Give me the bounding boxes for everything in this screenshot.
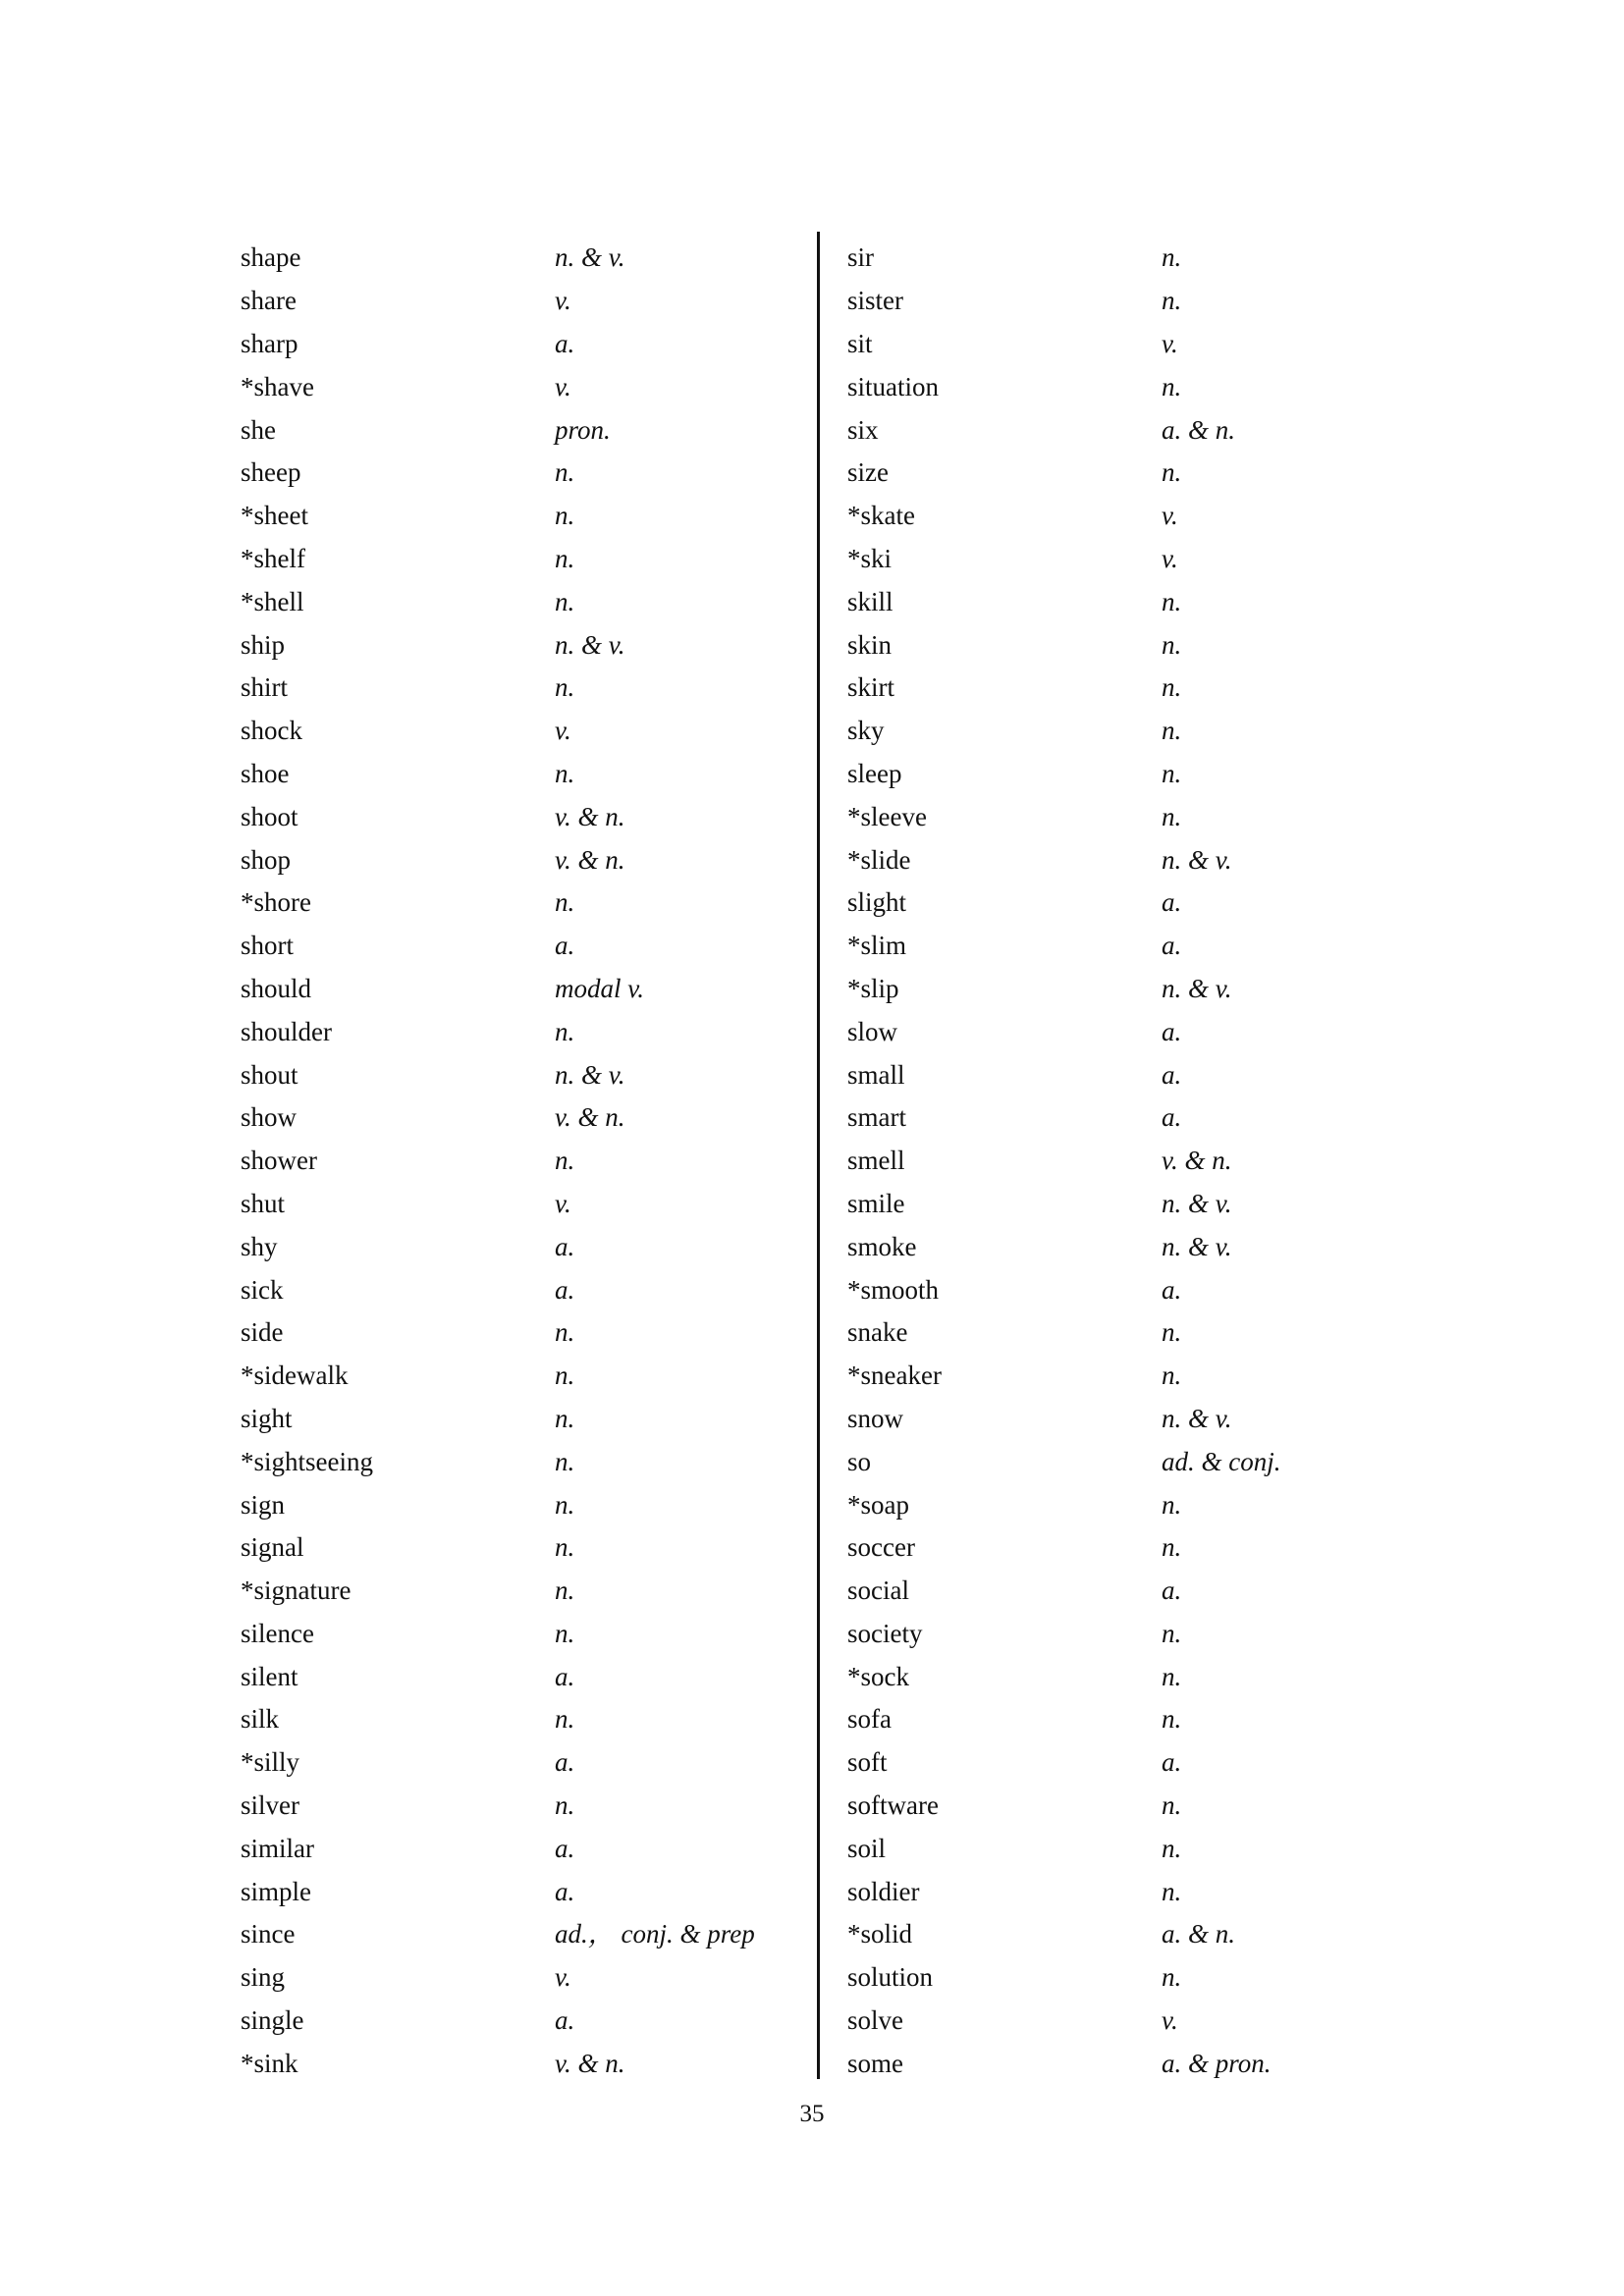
vocab-entry [241, 710, 790, 753]
vocab-word: sick [241, 1274, 284, 1305]
vocab-entry [847, 408, 1397, 452]
vocab-word: shut [241, 1188, 286, 1218]
vocab-word: single [241, 2005, 304, 2036]
vocab-entry [241, 667, 790, 710]
vocab-entry [847, 838, 1397, 881]
vocab-entry [847, 881, 1397, 925]
vocab-word: should [241, 973, 312, 1003]
vocab-word: *shell [241, 586, 304, 616]
vocab-word: since [241, 1919, 296, 1949]
vocab-entry [241, 838, 790, 881]
vocab-entry [847, 1827, 1397, 1870]
vocab-entry [241, 1827, 790, 1870]
vocab-word: ship [241, 629, 286, 660]
vocab-word: skirt [847, 672, 895, 703]
part-of-speech: v. [555, 1188, 571, 1218]
vocab-word: soil [847, 1833, 887, 1863]
vocab-word: *sidewalk [241, 1361, 349, 1391]
part-of-speech: a. [1162, 1016, 1182, 1046]
vocab-word: sir [847, 242, 874, 273]
part-of-speech: a. [555, 1661, 575, 1691]
vocab-word: slow [847, 1016, 898, 1046]
vocab-word: shower [241, 1146, 317, 1176]
vocab-word: *sock [847, 1661, 909, 1691]
part-of-speech: n. & v. [555, 242, 625, 273]
part-of-speech: v. & n. [555, 801, 625, 831]
vocab-word: software [847, 1790, 939, 1821]
vocab-entry [241, 452, 790, 495]
vocab-word: six [847, 414, 879, 445]
part-of-speech: a. [1162, 1575, 1182, 1606]
vocab-word: sky [847, 716, 885, 746]
part-of-speech: a. [1162, 1747, 1182, 1778]
vocab-word: similar [241, 1833, 314, 1863]
vocab-word: sight [241, 1403, 293, 1433]
vocab-entry [241, 925, 790, 968]
part-of-speech: n. [1162, 1661, 1182, 1691]
part-of-speech: n. [1162, 1361, 1182, 1391]
vocab-word: *slip [847, 973, 899, 1003]
vocab-entry [241, 1268, 790, 1311]
part-of-speech: n. [555, 758, 575, 788]
part-of-speech: a. & pron. [1162, 2048, 1272, 2078]
part-of-speech: a. [555, 1747, 575, 1778]
vocab-entry [847, 968, 1397, 1011]
vocab-entry [241, 495, 790, 538]
part-of-speech: n. & v. [1162, 1188, 1232, 1218]
vocab-entry [847, 538, 1397, 581]
right-column [847, 237, 1397, 2085]
vocab-entry [241, 1311, 790, 1355]
vocab-word: silence [241, 1618, 314, 1648]
part-of-speech: a. [555, 931, 575, 961]
vocab-entry [241, 1613, 790, 1656]
vocab-entry [241, 795, 790, 838]
vocab-entry [241, 1785, 790, 1828]
vocab-word: shop [241, 844, 292, 875]
vocab-word: slight [847, 887, 907, 918]
vocab-entry [847, 365, 1397, 408]
vocab-word: *sheet [241, 501, 308, 531]
vocab-entry [847, 1225, 1397, 1268]
part-of-speech: n. [555, 1489, 575, 1520]
part-of-speech: n. [555, 1146, 575, 1176]
vocab-word: small [847, 1059, 905, 1090]
part-of-speech: a. [1162, 931, 1182, 961]
part-of-speech: n. [1162, 1618, 1182, 1648]
vocab-entry [241, 2000, 790, 2043]
vocab-entry [847, 1440, 1397, 1483]
vocab-word: *skate [847, 501, 915, 531]
vocab-word: some [847, 2048, 903, 2078]
part-of-speech: a. [555, 328, 575, 358]
part-of-speech: a. [555, 1876, 575, 1906]
vocab-entry [847, 710, 1397, 753]
vocab-word: signal [241, 1532, 304, 1563]
part-of-speech: a. [555, 1833, 575, 1863]
part-of-speech: a. & n. [1162, 1919, 1236, 1949]
vocab-word: side [241, 1317, 284, 1348]
vocab-entry [241, 881, 790, 925]
vocab-entry [847, 753, 1397, 796]
part-of-speech: n. [1162, 371, 1182, 401]
vocab-entry [847, 1741, 1397, 1785]
vocab-entry [847, 925, 1397, 968]
vocab-entry [241, 1140, 790, 1183]
part-of-speech: n. [1162, 758, 1182, 788]
vocab-word: smart [847, 1102, 906, 1133]
vocab-word: shoot [241, 801, 298, 831]
vocab-word: *sneaker [847, 1361, 942, 1391]
vocab-word: smell [847, 1146, 905, 1176]
part-of-speech: v. [1162, 543, 1178, 573]
vocab-entry [241, 1741, 790, 1785]
part-of-speech: n. & v. [1162, 1403, 1232, 1433]
part-of-speech: n. [1162, 1790, 1182, 1821]
vocab-entry [241, 1956, 790, 2000]
part-of-speech: n. [1162, 672, 1182, 703]
vocab-entry [847, 1140, 1397, 1183]
vocab-word: situation [847, 371, 939, 401]
page-number: 35 [799, 2101, 825, 2127]
part-of-speech: n. [1162, 1532, 1182, 1563]
part-of-speech: n. [555, 1575, 575, 1606]
vocab-word: skin [847, 629, 893, 660]
vocab-entry [241, 237, 790, 280]
vocab-word: snow [847, 1403, 904, 1433]
vocab-entry [241, 1570, 790, 1613]
part-of-speech: n. [555, 1618, 575, 1648]
part-of-speech: n. [555, 1016, 575, 1046]
vocab-word: *slide [847, 844, 911, 875]
vocab-entry [847, 1355, 1397, 1398]
part-of-speech: pron. [555, 414, 611, 445]
vocab-entry [241, 1096, 790, 1140]
part-of-speech: a. [1162, 887, 1182, 918]
part-of-speech: n. [555, 543, 575, 573]
vocab-entry [241, 538, 790, 581]
vocab-word: society [847, 1618, 923, 1648]
part-of-speech: v. & n. [555, 1102, 625, 1133]
vocab-entry [847, 1053, 1397, 1096]
part-of-speech: n. [555, 1790, 575, 1821]
vocab-entry [241, 1355, 790, 1398]
part-of-speech: n. [555, 586, 575, 616]
part-of-speech: v. [1162, 501, 1178, 531]
vocab-entry [847, 495, 1397, 538]
vocab-word: soldier [847, 1876, 920, 1906]
vocab-entry [241, 1526, 790, 1570]
vocab-entry [847, 1913, 1397, 1956]
vocab-entry [241, 280, 790, 323]
vocab-word: snake [847, 1317, 908, 1348]
vocab-entry [241, 365, 790, 408]
part-of-speech: n. [1162, 286, 1182, 316]
vocab-word: *shore [241, 887, 311, 918]
part-of-speech: v. & n. [555, 2048, 625, 2078]
vocab-word: sofa [847, 1704, 892, 1735]
vocab-word: soccer [847, 1532, 915, 1563]
part-of-speech: n. [555, 501, 575, 531]
vocab-word: sheep [241, 457, 301, 488]
vocab-word: so [847, 1446, 872, 1476]
vocab-word: *shelf [241, 543, 305, 573]
vocab-entry [847, 1311, 1397, 1355]
part-of-speech: v. [555, 371, 571, 401]
vocab-entry [241, 1698, 790, 1741]
vocab-word: *slim [847, 931, 907, 961]
part-of-speech: v. & n. [1162, 1146, 1232, 1176]
vocab-word: she [241, 414, 276, 445]
vocab-entry [847, 1570, 1397, 1613]
vocab-word: soft [847, 1747, 888, 1778]
vocab-entry [241, 623, 790, 667]
vocab-entry [847, 1268, 1397, 1311]
part-of-speech: n. [555, 1532, 575, 1563]
part-of-speech: n. [1162, 1833, 1182, 1863]
vocab-word: sign [241, 1489, 286, 1520]
part-of-speech: n. [555, 672, 575, 703]
vocab-word: silver [241, 1790, 299, 1821]
vocab-entry [241, 1183, 790, 1226]
part-of-speech: n. [1162, 1704, 1182, 1735]
part-of-speech: n. [1162, 1962, 1182, 1993]
vocab-entry [847, 1526, 1397, 1570]
vocab-word: shy [241, 1231, 278, 1261]
vocab-word: smile [847, 1188, 905, 1218]
vocab-word: *smooth [847, 1274, 940, 1305]
vocab-entry [847, 1698, 1397, 1741]
vocab-word: size [847, 457, 889, 488]
vocab-entry [847, 1398, 1397, 1441]
vocab-entry [847, 323, 1397, 366]
vocab-entry [847, 1010, 1397, 1053]
vocab-word: shout [241, 1059, 298, 1090]
vocab-word: silk [241, 1704, 280, 1735]
vocab-entry [847, 795, 1397, 838]
vocab-word: *silly [241, 1747, 300, 1778]
part-of-speech: n. [1162, 716, 1182, 746]
vocab-entry [847, 280, 1397, 323]
vocab-entry [241, 1870, 790, 1913]
vocab-entry [241, 1913, 790, 1956]
vocab-word: *sink [241, 2048, 298, 2078]
part-of-speech: n. [1162, 629, 1182, 660]
vocab-word: show [241, 1102, 298, 1133]
part-of-speech: n. & v. [1162, 844, 1232, 875]
part-of-speech: a. [555, 1274, 575, 1305]
part-of-speech: a. [1162, 1059, 1182, 1090]
vocab-word: short [241, 931, 294, 961]
vocab-entry [241, 1655, 790, 1698]
part-of-speech: n. [555, 1317, 575, 1348]
vocab-entry [241, 753, 790, 796]
vocab-word: *ski [847, 543, 893, 573]
part-of-speech: v. [555, 1962, 571, 1993]
part-of-speech: modal v. [555, 973, 644, 1003]
vocab-entry [241, 1010, 790, 1053]
vocab-word: sleep [847, 758, 902, 788]
vocab-entry [847, 1956, 1397, 2000]
vocab-entry [847, 1655, 1397, 1698]
vocab-word: *shave [241, 371, 314, 401]
part-of-speech: n. [1162, 801, 1182, 831]
vocab-word: shape [241, 242, 301, 273]
vocab-entry [241, 580, 790, 623]
vocab-entry [241, 1053, 790, 1096]
part-of-speech: n. [1162, 1317, 1182, 1348]
vocab-word: smoke [847, 1231, 917, 1261]
vocab-word: *sleeve [847, 801, 927, 831]
vocab-word: share [241, 286, 297, 316]
vocab-entry [847, 2000, 1397, 2043]
vocab-entry [847, 237, 1397, 280]
part-of-speech: a. [555, 1231, 575, 1261]
vocab-entry [241, 1440, 790, 1483]
vocab-word: sharp [241, 328, 298, 358]
part-of-speech: n. [555, 1704, 575, 1735]
vocab-entry [847, 1183, 1397, 1226]
part-of-speech: n. [1162, 457, 1182, 488]
part-of-speech: n. [555, 457, 575, 488]
column-divider [817, 232, 820, 2079]
vocab-entry [241, 968, 790, 1011]
vocab-entry [847, 1096, 1397, 1140]
vocab-entry [241, 1398, 790, 1441]
part-of-speech: n. & v. [1162, 973, 1232, 1003]
vocab-word: skill [847, 586, 893, 616]
vocab-entry [847, 1785, 1397, 1828]
vocab-word: *signature [241, 1575, 352, 1606]
part-of-speech: ad.， conj. & prep [555, 1919, 755, 1949]
part-of-speech: v. [1162, 328, 1178, 358]
vocab-entry [847, 1870, 1397, 1913]
part-of-speech: n. & v. [1162, 1231, 1232, 1261]
part-of-speech: n. [1162, 1489, 1182, 1520]
part-of-speech: n. [555, 1446, 575, 1476]
vocab-entry [241, 1483, 790, 1526]
part-of-speech: n. & v. [555, 1059, 625, 1090]
part-of-speech: a. & n. [1162, 414, 1236, 445]
vocab-word: social [847, 1575, 909, 1606]
part-of-speech: ad. & conj. [1162, 1446, 1281, 1476]
vocab-word: sit [847, 328, 873, 358]
part-of-speech: v. [1162, 2005, 1178, 2036]
vocab-entry [847, 2042, 1397, 2085]
part-of-speech: n. [555, 1403, 575, 1433]
left-column [241, 237, 790, 2085]
vocab-entry [847, 1483, 1397, 1526]
part-of-speech: n. & v. [555, 629, 625, 660]
vocab-word: simple [241, 1876, 311, 1906]
vocab-word: shirt [241, 672, 289, 703]
vocab-entry [847, 452, 1397, 495]
vocab-word: shoe [241, 758, 290, 788]
part-of-speech: a. [1162, 1274, 1182, 1305]
part-of-speech: n. [1162, 242, 1182, 273]
vocab-word: silent [241, 1661, 298, 1691]
part-of-speech: n. [555, 1361, 575, 1391]
part-of-speech: n. [1162, 586, 1182, 616]
vocab-word: *sightseeing [241, 1446, 373, 1476]
vocab-entry [241, 323, 790, 366]
part-of-speech: a. [555, 2005, 575, 2036]
part-of-speech: n. [555, 887, 575, 918]
vocab-word: shock [241, 716, 302, 746]
part-of-speech: a. [1162, 1102, 1182, 1133]
vocab-entry [847, 623, 1397, 667]
vocab-entry [847, 580, 1397, 623]
vocab-word: sing [241, 1962, 286, 1993]
vocab-word: *solid [847, 1919, 913, 1949]
part-of-speech: v. & n. [555, 844, 625, 875]
vocab-word: *soap [847, 1489, 909, 1520]
vocab-word: sister [847, 286, 903, 316]
part-of-speech: v. [555, 716, 571, 746]
vocab-entry [241, 1225, 790, 1268]
vocab-word: solution [847, 1962, 934, 1993]
vocab-word: shoulder [241, 1016, 332, 1046]
vocab-entry [847, 667, 1397, 710]
vocab-entry [847, 1613, 1397, 1656]
part-of-speech: v. [555, 286, 571, 316]
vocab-entry [241, 2042, 790, 2085]
vocab-entry [241, 408, 790, 452]
vocab-word: solve [847, 2005, 903, 2036]
part-of-speech: n. [1162, 1876, 1182, 1906]
